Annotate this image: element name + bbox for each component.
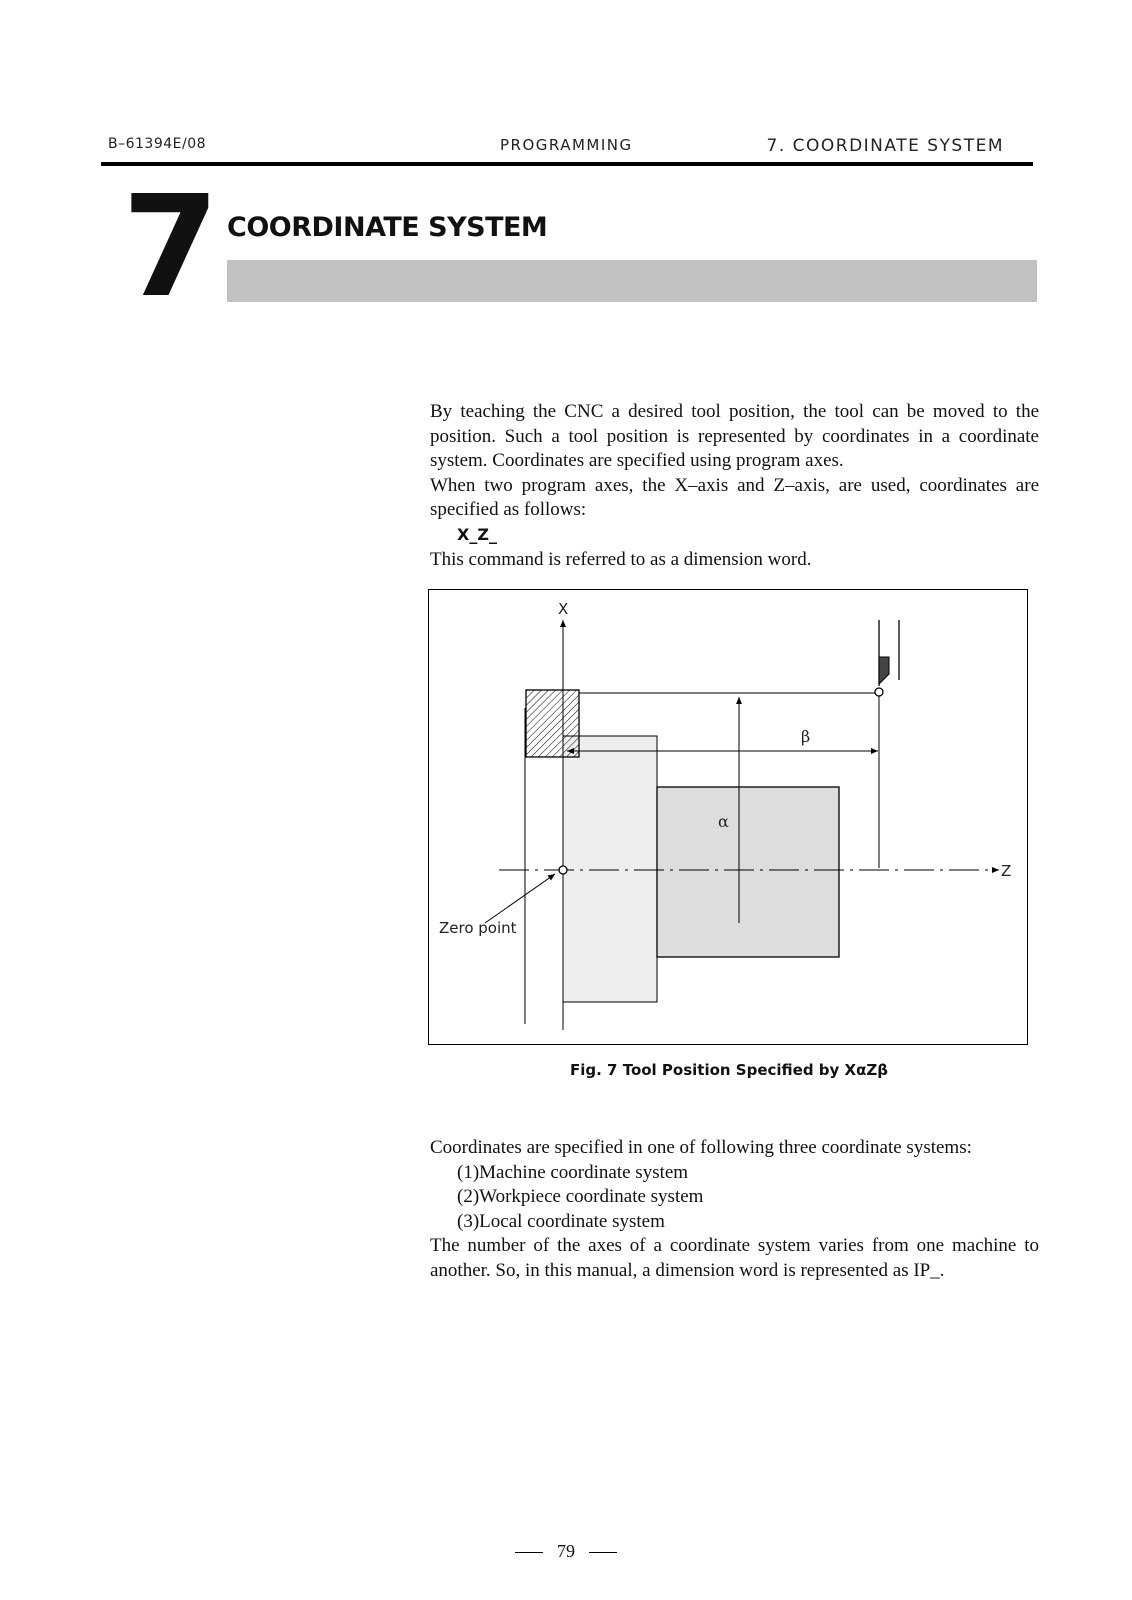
- page-footer: [0, 1541, 1132, 1562]
- chapter-reference: 7. COORDINATE SYSTEM: [766, 136, 1004, 156]
- systems-closing: The number of the axes of a coordinate system varies from one machine to another. So, in this manual, a dimension word is represented as IP_.: [430, 1235, 1039, 1281]
- coordinate-systems-text: [430, 1136, 1039, 1284]
- z-axis-label: Z: [1001, 862, 1012, 880]
- header-rule: [101, 162, 1033, 166]
- footer-dash-right: [589, 1552, 617, 1553]
- document-id: B–61394E/08: [108, 136, 207, 152]
- chapter-title: COORDINATE SYSTEM: [227, 212, 548, 243]
- workpiece-large-flange: [563, 736, 657, 1002]
- zero-point-marker: [559, 866, 567, 874]
- system-item-local: (3)Local coordinate system: [457, 1210, 665, 1232]
- workpiece-body: [657, 787, 839, 957]
- tool-tip-point: [875, 688, 883, 696]
- systems-intro: Coordinates are specified in one of following three coordinate systems:: [430, 1137, 972, 1158]
- intro-text: [430, 400, 1039, 572]
- intro-paragraph-1: By teaching the CNC a desired tool position, the tool can be moved to the position. Such a tool position is represented by coordinates in a coordinate system. Coordinates are specified using program axes.: [430, 401, 1039, 472]
- chapter-number: 7: [122, 166, 216, 329]
- chapter-title-bar: [227, 260, 1037, 302]
- system-item-machine: (1)Machine coordinate system: [457, 1161, 689, 1183]
- chuck-jaw: [526, 690, 579, 757]
- section-title: PROGRAMMING: [500, 136, 633, 154]
- page-number: 79: [557, 1541, 575, 1561]
- system-item-workpiece: (2)Workpiece coordinate system: [457, 1186, 704, 1208]
- zero-point-label: Zero point: [439, 919, 517, 937]
- dimension-word-code: X_Z_: [457, 524, 497, 544]
- intro-paragraph-3: This command is referred to as a dimension word.: [430, 548, 812, 570]
- footer-dash-left: [515, 1552, 543, 1553]
- figure-caption: Fig. 7 Tool Position Specified by XαZβ: [570, 1061, 889, 1079]
- alpha-label: α: [718, 812, 729, 831]
- tool-insert: [879, 657, 889, 684]
- beta-label: β: [801, 727, 811, 746]
- x-axis-label: X: [558, 600, 569, 618]
- figure-tool-position: [428, 589, 1028, 1045]
- figure-diagram: [429, 590, 1029, 1046]
- zero-point-leader: [485, 874, 555, 923]
- intro-paragraph-2: When two program axes, the X–axis and Z–axis, are used, coordinates are specified as follows:: [430, 474, 1039, 521]
